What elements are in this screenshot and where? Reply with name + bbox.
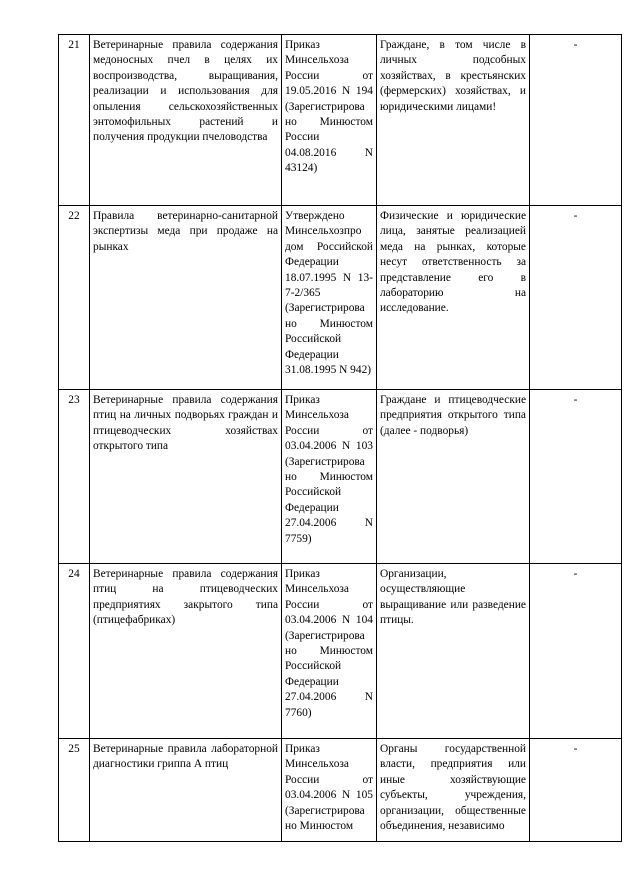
row-number: 25 [59,739,90,842]
table-row [59,739,622,842]
row-number: 21 [59,35,90,206]
regulations-table [58,34,622,842]
subjects-of-requirements: Граждане, в том числе в личных подсобных хозяйствах, в крестьянских (фермерских) хозяйствах, и юридическими лицами! [380,39,526,113]
regulation-title: Ветеринарные правила содержания птиц на птицеводческих предприятиях закрытого типа (птицефабриках) [93,568,278,627]
row-number: 22 [59,206,90,390]
subjects-of-requirements: Организации, осуществляющие выращивание или разведение птицы. [380,568,526,627]
row-number: 23 [59,390,90,564]
table-row [59,206,622,390]
note-cell: - [530,206,622,390]
note-cell: - [530,739,622,842]
table-row [59,564,622,739]
subjects-of-requirements: Физические и юридические лица, занятые реализацией меда на рынках, которые несут ответственность за представление его в лабораторию на исследование. [380,210,526,315]
approving-document: Приказ Минсельхоза России от 03.04.2006 N 105 (Зарегистрирова но Минюстом [285,743,373,833]
note-cell: - [530,35,622,206]
table-row [59,35,622,206]
note-cell: - [530,390,622,564]
table-row [59,390,622,564]
row-number: 24 [59,564,90,739]
regulation-title: Ветеринарные правила лабораторной диагностики гриппа А птиц [93,743,278,771]
subjects-of-requirements: Органы государственной власти, предприятия или иные хозяйствующие субъекты, учреждения, организации, общественные объединения, независимо [380,743,526,833]
approving-document: Утверждено Минсельхозпро дом Российской Федерации 18.07.1995 N 13-7-2/365 (Зарегистрирова но Минюстом Российской Федерации 31.08.1995 N 942) [285,210,373,377]
regulation-title: Ветеринарные правила содержания медоносных пчел в целях их воспроизводства, выращивания, реализации и использования для опыления сельскохозяйственных энтомофильных растений и получения продукции пчеловодства [93,39,278,144]
regulation-title: Ветеринарные правила содержания птиц на личных подворьях граждан и птицеводческих хозяйствах открытого типа [93,394,278,453]
approving-document: Приказ Минсельхоза России от 19.05.2016 N 194 (Зарегистрирова но Минюстом России 04.08.2016 N 43124) [285,39,373,175]
approving-document: Приказ Минсельхоза России от 03.04.2006 N 103 (Зарегистрирова но Минюстом Российской Федерации 27.04.2006 N 7759) [285,394,373,545]
subjects-of-requirements: Граждане и птицеводческие предприятия открытого типа (далее - подворья) [380,394,526,437]
regulation-title: Правила ветеринарно-санитарной экспертизы меда при продаже на рынках [93,210,278,253]
approving-document: Приказ Минсельхоза России от 03.04.2006 N 104 (Зарегистрирова но Минюстом Российской Федерации 27.04.2006 N 7760) [285,568,373,719]
note-cell: - [530,564,622,739]
